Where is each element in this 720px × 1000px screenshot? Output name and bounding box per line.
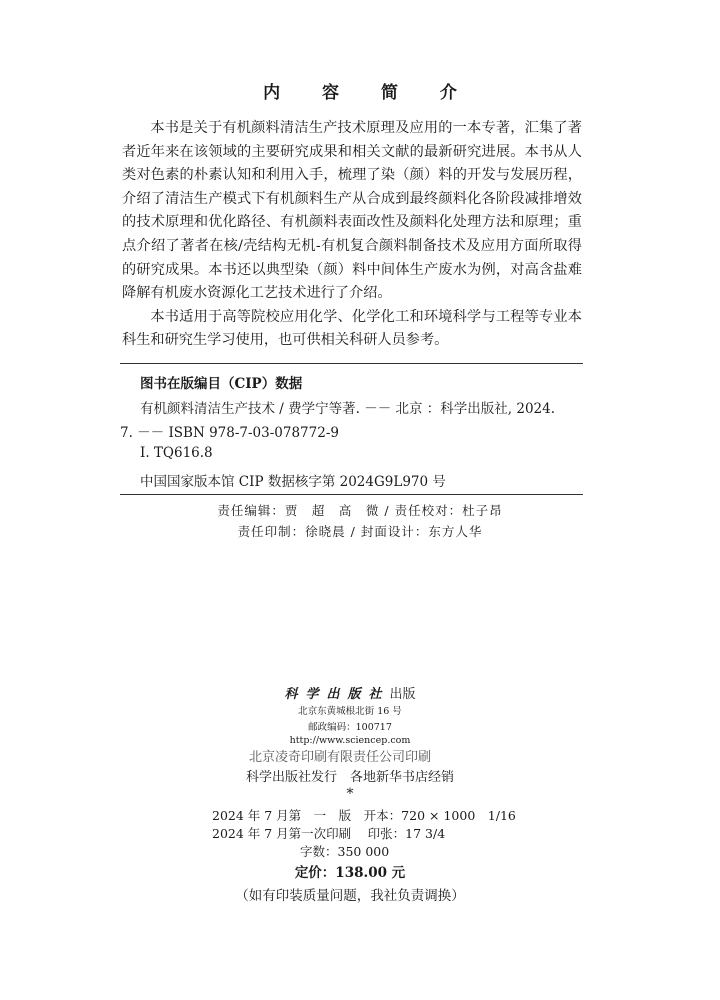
quality-notice: （如有印装质量问题，我社负责调换） [235, 888, 465, 904]
publisher-logo: 科学出版社 [284, 687, 390, 702]
divider-bottom [120, 494, 583, 495]
printer-line: 北京凌奇印刷有限责任公司印刷 [248, 750, 431, 765]
publisher-address: 北京东黄城根北街 16 号 [298, 706, 402, 717]
editors-line-2: 责任印制：徐晓晨 / 封面设计：东方人华 [237, 524, 483, 539]
cip-line-1: 有机颜料清洁生产技术 / 费学宁等著. －－ 北京 ：科学出版社, 2024. [140, 401, 556, 417]
publisher-postcode: 邮政编码：100717 [308, 722, 392, 733]
cip-line-3: Ⅰ. TQ616.8 [140, 445, 213, 461]
publisher-url: http://www.sciencep.com [289, 735, 411, 746]
intro-paragraph-1: 本书是关于有机颜料清洁生产技术原理及应用的一本专著，汇集了著者近年来在该领域的主要研究成果和相关文献的最新研究进展。本书从人类对色素的朴素认知和利用入手，梳理了染（颜）料的开发与发展历程，介绍了清洁生产模式下有机颜料生产从合成到最终颜料化各阶段减排增效的技术原理和优化路径、有机颜料表面改性及颜料化处理方法和原理；重点介绍了著者在核/壳结构无机-有机复合颜料制备技术及应用方面所取得的研究成果。本书还以典型染（颜）料中间体生产废水为例，对高含盐难降解有机废水资源化工艺技术进行了介绍。 [122, 120, 582, 302]
edition-line: 2024 年 7 月第 一 版 开本：720 × 1000 1/16 [212, 808, 516, 823]
price-line: 定价：138.00 元 [294, 865, 406, 881]
page-title: 内 容 简 介 [263, 83, 475, 103]
divider-top [120, 363, 583, 364]
publisher-suffix: 出版 [389, 687, 416, 702]
separator-star: * [346, 786, 354, 802]
cip-line-4: 中国国家版本馆 CIP 数据核字第 2024G9L970 号 [140, 474, 446, 490]
word-count-line: 字数：350 000 [300, 844, 390, 859]
cip-line-2: 7. －－ ISBN 978-7-03-078772-9 [120, 425, 339, 441]
cip-title: 图书在版编目（CIP）数据 [140, 376, 303, 392]
editors-line-1: 责任编辑：贾 超 高 微 / 责任校对：杜子昂 [217, 503, 503, 518]
intro-text [122, 117, 582, 353]
printing-line: 2024 年 7 月第一次印刷 印张：17 3/4 [212, 826, 446, 841]
editors-block [0, 500, 720, 542]
intro-paragraph-2: 本书适用于高等院校应用化学、化学化工和环境科学与工程等专业本科生和研究生学习使用，也可供相关科研人员参考。 [122, 308, 582, 349]
publisher-line [0, 683, 700, 702]
distribution-line: 科学出版社发行 各地新华书店经销 [245, 770, 454, 785]
